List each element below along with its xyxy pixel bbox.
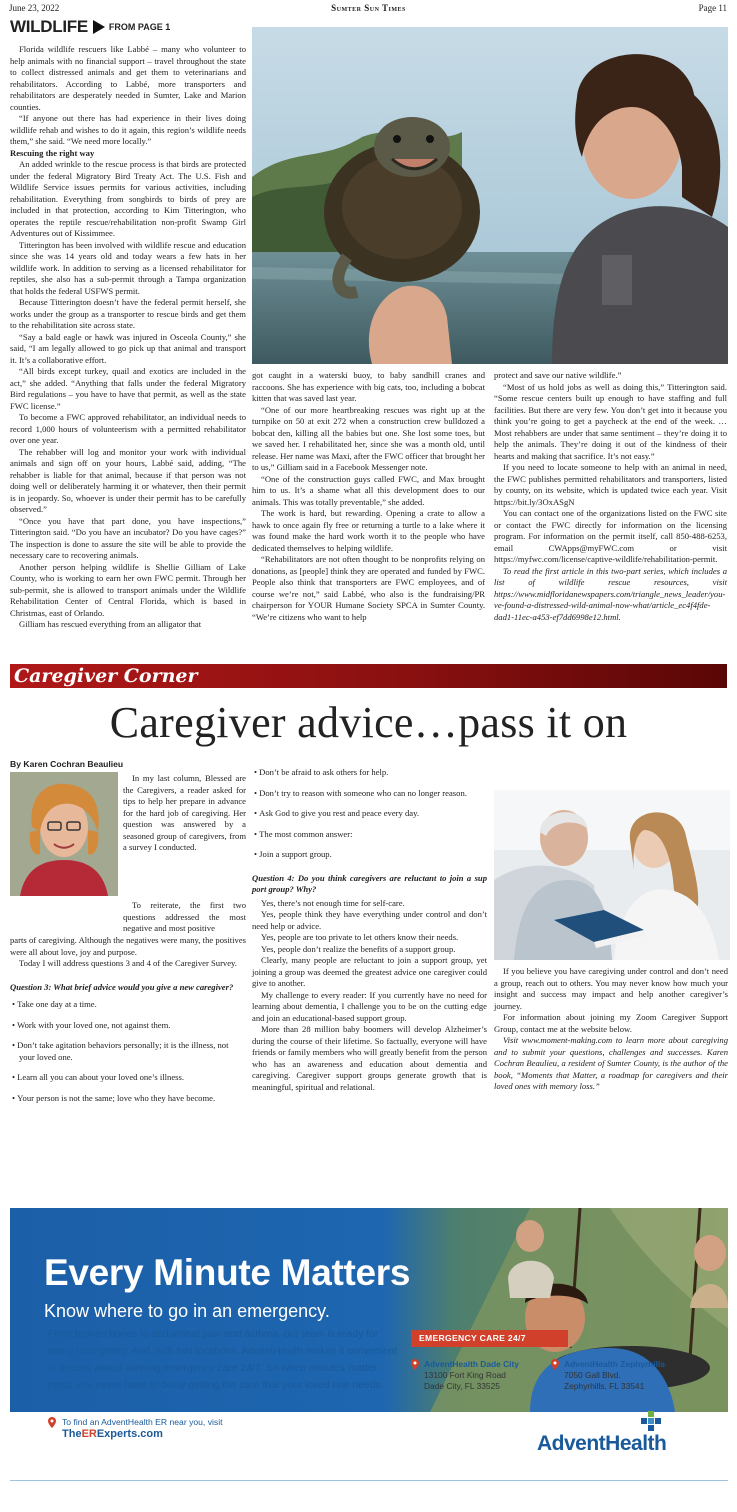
ad-title: Every Minute Matters [44,1252,411,1293]
location-address: 7050 Gall Blvd. [564,1370,621,1380]
paragraph: Clearly, many people are reluctant to join a support group, yet joining a group was deemed the greatest advice one caregiver could give to another. [252,955,487,988]
wildlife-column-1 [10,44,246,631]
caregiver-reading-photo [494,790,730,960]
find-er-callout [48,1416,223,1440]
paragraph: Yes, people don’t realize the benefits of a support group. [261,943,456,954]
paragraph: Because Titterington doesn’t have the federal permit herself, she works under the group as a transporter to rescue birds and get them to the rehabilitation site across state. [10,297,246,330]
jump-from-label: FROM PAGE 1 [108,22,171,32]
adventhealth-wordmark: AdventHealth [537,1432,667,1455]
paragraph: The work is hard, but rewarding. Opening a crate to allow a hawk to once again fly free or returning a turtle to a lake where it was found make the hard work worth it to the people who have dedicated themselves to helping wildlife. [252,508,485,553]
location-city: Zephyrhills, FL 33541 [564,1381,645,1391]
list-item: • Take one day at a time. [10,999,246,1011]
paragraph: “Say a bald eagle or hawk was injured in Osceola County,” she said, “I am legally allowed to go pick up that animal and transport it. It’s a collaborative effort. [10,331,246,365]
ad-subtitle: Know where to go in an emergency. [44,1301,330,1321]
list-item: • Don’t try to reason with someone who can no longer reason. [252,788,487,800]
paragraph: protect and save our native wildlife.” [494,370,622,380]
paragraph: “Once you have that part done, you have inspections,” Titterington said. “Do you have an incubator? Do you have cages?” The inspection is done to assure the site will be able to provide the necessary care to recovering animals. [10,515,246,560]
url-part-er: ER [81,1428,97,1440]
location-pin-icon [411,1359,419,1370]
location-dade-city [411,1359,519,1392]
paragraph: Today I will address questions 3 and 4 of the Caregiver Survey. [19,958,237,968]
location-address: 13100 Fort King Road [424,1370,506,1380]
emergency-care-tag: EMERGENCY CARE 24/7 [411,1330,568,1347]
list-item: • Learn all you can about your loved one’s illness. [10,1072,246,1084]
author-photo [10,772,118,896]
paragraph: “One of the construction guys called FWC, and Max brought him to us. It’s a shame what all this development does to our animals. This was totally preventable,” she added. [252,473,485,507]
paragraph: The rehabber will log and monitor your work with individual animals and sign off on your hours, Labbé said, adding, “The rehabber is liable for that animal, because if that person was not doing well or deliberately harming it or whatever, then their permit is in jeopardy. So, whoever is under their permit has to be carefully observed.” [10,446,246,514]
list-item: • Don’t be afraid to ask others for help. [252,767,487,779]
list-item: • The most common answer: [252,829,487,841]
wildlife-column-2 [252,370,485,623]
paragraph: “All birds except turkey, quail and exotics are included in the act,” she added. “Anything that falls under the federal Migratory Bird regulations – you have to have that permit, as well as the state FWC license.” [10,366,246,411]
caregiver-intro-wrap-2 [123,900,246,935]
jump-head [10,14,170,40]
paragraph: Florida wildlife rescuers like Labbé – many who volunteer to help animals with no financial support – travel throughout the state to collect distressed animals and get them to veterinarians and rehabilitators. According to Labbé, more transporters and rehabilitators are desperately needed in Sumter, Lake and Marion counties. [10,44,246,112]
location-pin-icon [48,1417,56,1428]
turtle-rescue-photo [252,27,728,364]
issue-date: June 23, 2022 [9,3,60,13]
adventhealth-cross-icon [641,1411,661,1433]
paragraph: Yes, people think they have everything under control and don’t need help or advice. [252,909,487,931]
advice-list [252,767,487,861]
wildlife-column-3 [494,370,727,623]
list-item: • Join a support group. [252,849,487,861]
paragraph: “If anyone out there has had experience in their lives doing wildlife rehab and wishes to do it again, this region’s wildlife needs them,” she said. “We need more locally.” [10,113,246,146]
paragraph: If you believe you have caregiving under control and don’t need a group, reach out to others. You may never know how much your insight and success may impact and help another caregiver’s journey. [494,966,728,1011]
author-illustration [10,772,118,896]
list-item: • Ask God to give you rest and peace every day. [252,808,487,820]
section-banner-title: Caregiver Corner [14,665,198,687]
find-er-text: To find an AdventHealth ER near you, visit [62,1417,223,1427]
paragraph: To read the first article in this two-part series, which includes a list of wildlife rescue resources, visit https://www.midfloridanewspapers.com/triangle_news_leader/you-ve-found-a-distressed-wild-animal-now-what/article_ec4f4fde-dad1-11ec-a453-ef7dd6998e12.html. [494,565,727,622]
question-heading: Question 4: Do you think caregivers are reluctant to join a sup port group? Why? [252,872,487,894]
location-name: AdventHealth Zephyrhills [564,1359,665,1369]
bottom-rule [10,1480,728,1481]
er-website-link[interactable] [62,1428,223,1440]
photo-illustration [252,27,728,364]
list-item: • Your person is not the same; love who they have become. [10,1093,246,1105]
location-zephyrhills [551,1359,665,1392]
advice-list [10,999,246,1104]
paragraph: Another person helping wildlife is Shellie Gilliam of Lake County, who is working to earn her own FWC permit. Through her sub-permit, she is allowed to transport animals under the Wildlife Rehabilitation Center of Central Florida, which is based in Christmas, east of Orlando. [10,561,246,618]
ad-body-copy: From broken bones to abdominal pain and asthma, our team is ready for every emergency. And, with two locations, AdventHealth makes it convenient to access award-winning emergency care 24/7. So when minutes matter most, you never have to delay getting the care that your loved one needs. [48,1329,397,1391]
location-name: AdventHealth Dade City [424,1359,519,1369]
caregiver-column-3 [494,966,728,1093]
subheading: Rescuing the right way [10,147,95,158]
caregiver-intro-wrap [123,773,246,854]
adventhealth-logo-mark [641,1411,661,1433]
location-pin-icon [551,1359,559,1370]
article-headline: Caregiver advice…pass it on [109,698,628,747]
paragraph: More than 28 million baby boomers will develop Alzheimer’s during the course of their lifetime. So factually, everyone will have friends or family members who will greatly benefit from the person who has an awareness and education about dementia and caregiving. Caregiver support groups generate growth that is meaningful, spiritual and relational. [252,1024,487,1092]
author-note: Visit www.moment-making.com to learn more about caregiving and to submit your questions, challenges and successes. Karen Cochran Beaulieu, a resident of Sumter County, is the author of the book, “Moments that Matter, a roadmap for caregivers and their loved ones with memory loss.” [494,1035,728,1091]
list-item: • Work with your loved one, not against them. [10,1020,246,1032]
paragraph: “Rehabilitators are not often thought to be nonprofits relying on donations, as [people] think they are operated and funded by FWC. People also think that transporters are FWC employees, and of course we’re not,” said Labbé, who also is the fundraising/PR chairperson for YOUR Humane Society SPCA in Sumter County. “We’re citizens who want to help [252,554,485,622]
photo-illustration [494,790,730,960]
paragraph: To become a FWC approved rehabilitator, an individual needs to record 1,000 hours of volunteerism with a permitted rehabilitator over one year. [10,412,246,445]
paragraph: My challenge to every reader: If you currently have no need for learning about dementia, I challenge you to be on the cutting edge and join an educational-based support group. [252,989,487,1023]
paragraph: In my last column, Blessed are the Caregivers, a reader asked for tips to help her prepare in advance for the hard job of caregiving. Her question was answered by a seasoned group of caregivers, from a survey I conducted. [123,773,246,852]
paragraph: Yes, people are too private to let others know their needs. [261,932,459,942]
question-heading: Question 3: What brief advice would you give a new caregiver? [10,981,234,992]
paragraph: “Most of us hold jobs as well as doing this,” Titterington said. “Some rescue centers built up enough to have staffing and full facilities. But there are very few. You don’t get into it because you think you’re going to get a paycheck at the end of the week. … Most rehabbers are under that same sentiment – they’re doing it to help the animals. They’re doing it out of the kindness of their hearts and making that sacrifice. It’s not easy.” [494,381,727,461]
caregiver-column-1 [10,935,246,1113]
location-city: Dade City, FL 33525 [424,1381,500,1391]
page-number: Page 11 [698,3,727,13]
arrow-right-icon [93,20,105,34]
paragraph: If you need to locate someone to help with an animal in need, the FWC publishes permitted rehabilitators and transporters, listed by county, on its website, which is updated twice each year. Visit https://bit.ly/3OxASgN [494,462,727,507]
list-item: • Don’t take agitation behaviors personally; it is the illness, not your loved one. [10,1040,246,1063]
section-kicker: WILDLIFE [10,17,88,36]
paragraph: Yes, there’s not enough time for self-care. [261,897,405,908]
paragraph: To reiterate, the first two questions addressed the most negative and most positive [123,900,246,933]
paragraph: For information about joining my Zoom Caregiver Support Group, contact me at the website below. [494,1012,728,1034]
paragraph: You can contact one of the organizations listed on the FWC site or contact the FWC directly for information on the licensing program. For information on the permit itself, call 850-488-6253, email CWApps@myFWC.com or visit https://myfwc.com/license/captive-wildlife/rehabilitation-permit. [494,508,727,564]
byline: By Karen Cochran Beaulieu [10,759,124,769]
paragraph: Gilliam has rescued everything from an alligator that [19,619,202,629]
paragraph: got caught in a waterski buoy, to baby sandhill cranes and raccoons. She has experience with big cats, too, including a bobcat kitten that was saved last year. [252,370,485,403]
url-part: The [62,1428,82,1440]
caregiver-column-2 [252,767,487,1093]
url-part: Experts.com [96,1428,163,1440]
paragraph: Titterington has been involved with wildlife rescue and education since she was 14 years old and today wears a few hats in her wildlife work. In addition to serving as a licensed rehabilitator for reptiles, she also has a sub-permit through a Tampa organization that holds the federal USFWS permit. [10,239,246,296]
paragraph: “One of our more heartbreaking rescues was right up at the turnpike on 50 at exit 272 when a construction crew bulldozed a bobcat den, killing all the babies but one. She lost some toes, but we saved her. I rehabilitated her, since she was a month old, until release. Her name was Maxi, after the FWC officer that brought her to us,” Gilliam said in a Facebook Messenger note. [252,404,485,472]
newspaper-name: Sumter Sun Times [331,3,406,13]
paragraph: parts of caregiving. Although the negatives were many, the positives were all about love, joy and purpose. [10,935,246,957]
paragraph: An added wrinkle to the rescue process is that birds are protected under the federal Migratory Bird Treaty Act. The U.S. Fish and Wildlife Service issues permits for various activities, including rehabilitation. Everything from songbirds to birds of prey are included in that protection, according to Kim Titterington, who operates the reptile rescue/rehabilitation non-profit Swamp Girl Adventures out of Kissimmee. [10,159,246,238]
